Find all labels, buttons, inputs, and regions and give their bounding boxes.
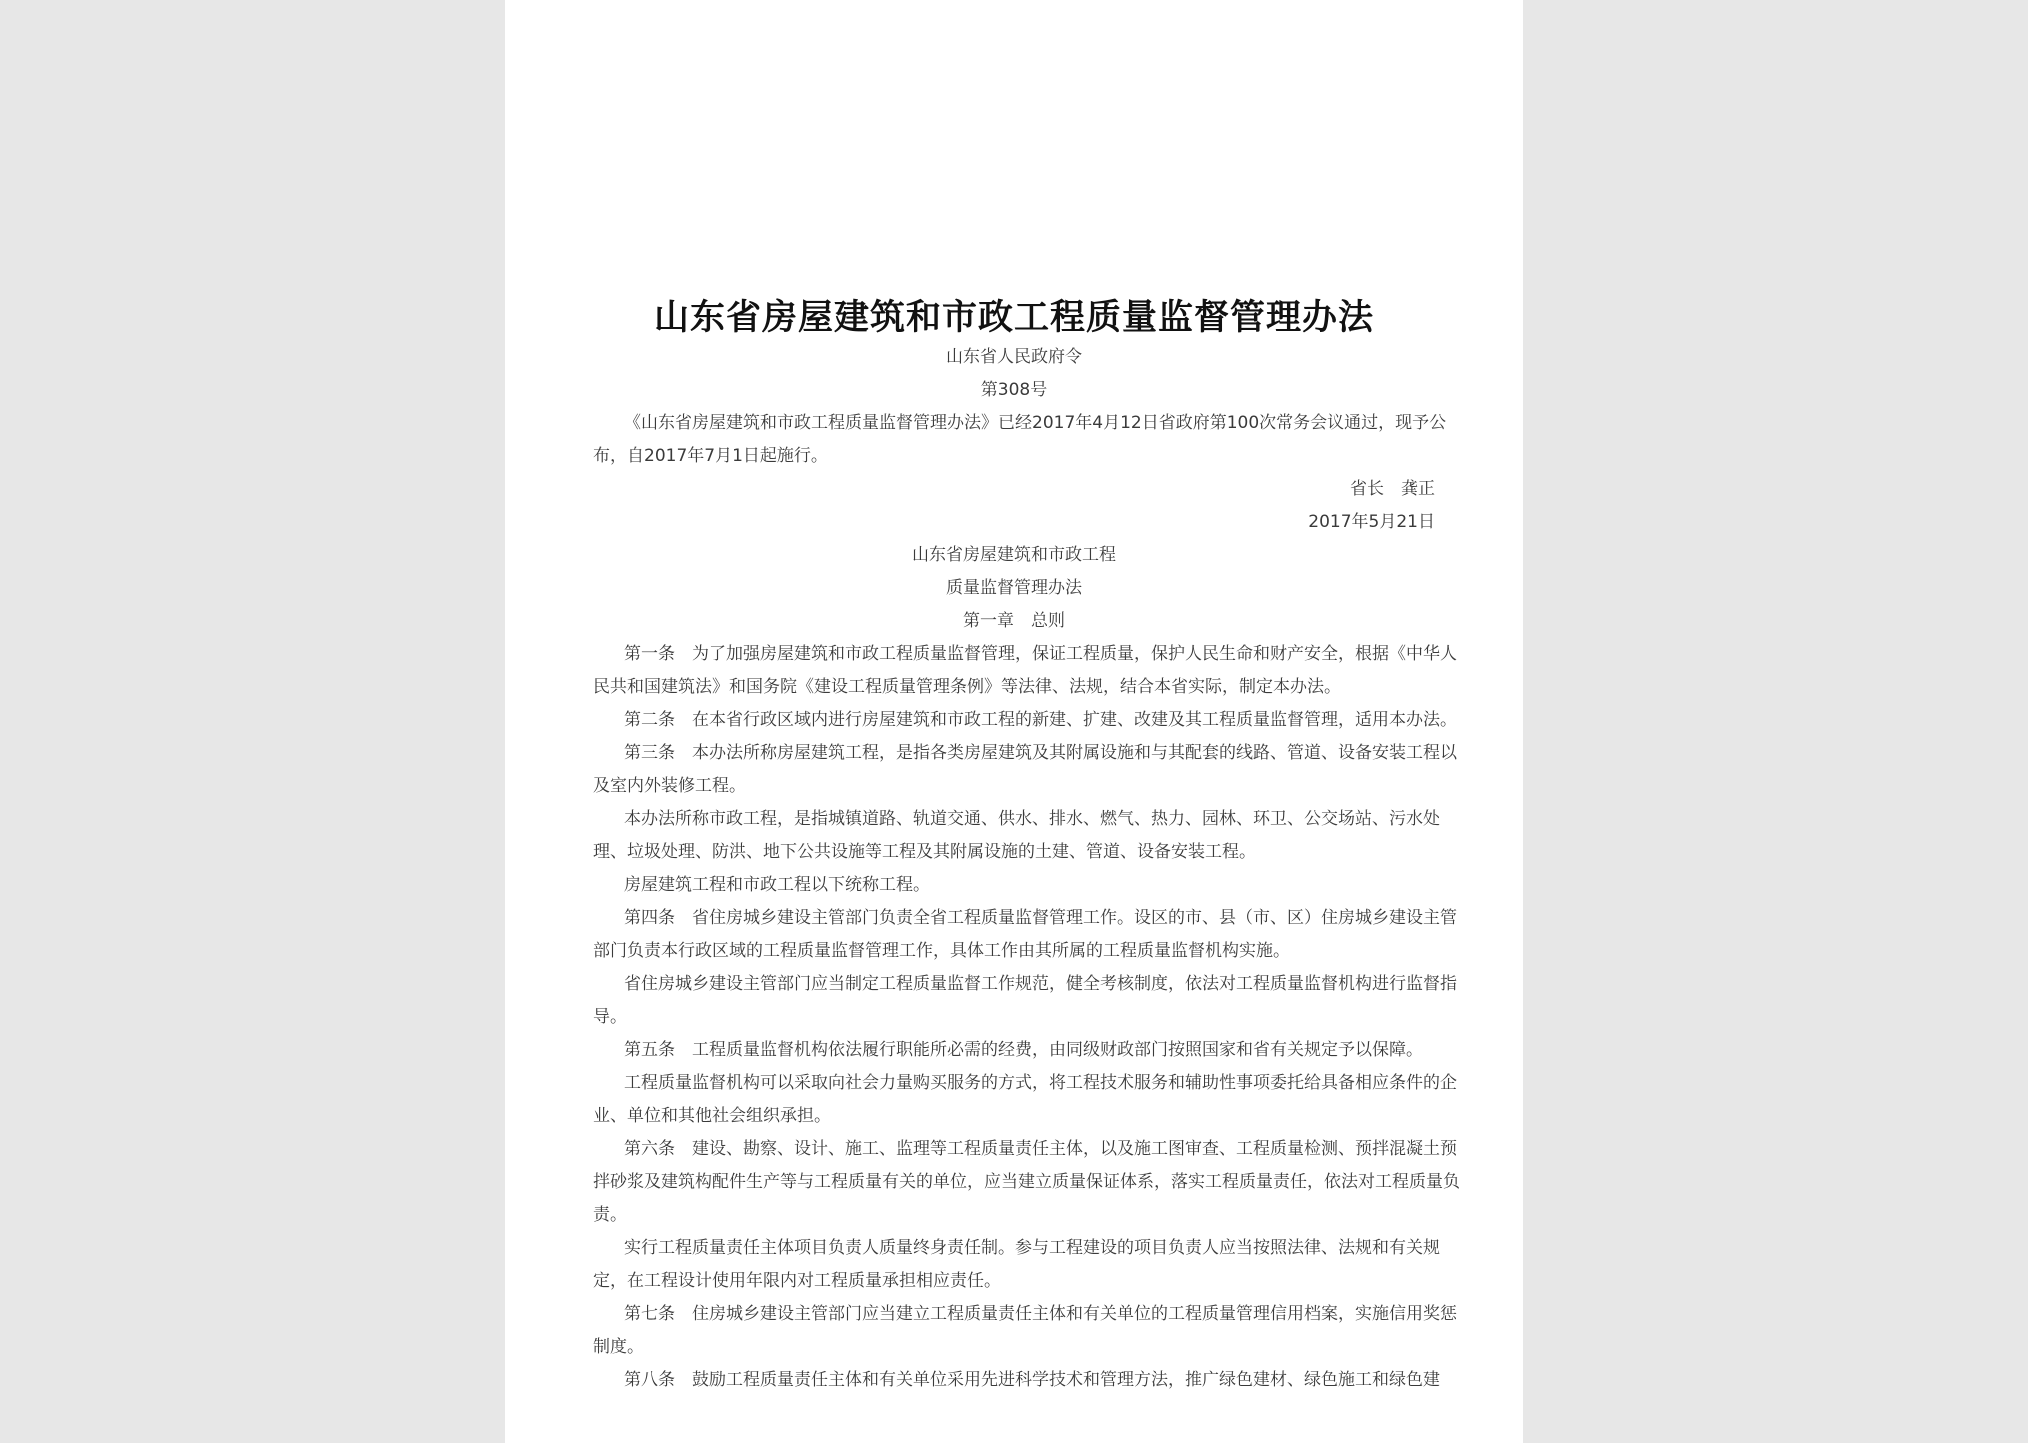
promulgation-line: 《山东省房屋建筑和市政工程质量监督管理办法》已经2017年4月12日省政府第100次常务会议通过，现予公 (624, 413, 1447, 433)
document-title: 山东省房屋建筑和市政工程质量监督管理办法 (653, 297, 1374, 338)
body-line: 第二条 在本省行政区域内进行房屋建筑和市政工程的新建、扩建、改建及其工程质量监督管理，适用本办法。 (624, 710, 1457, 730)
signatory: 省长 龚正 (1350, 479, 1435, 499)
body-line: 第六条 建设、勘察、设计、施工、监理等工程质量责任主体，以及施工图审查、工程质量检测、预拌混凝土预 (624, 1139, 1457, 1159)
body-line: 本办法所称市政工程，是指城镇道路、轨道交通、供水、排水、燃气、热力、园林、环卫、公交场站、污水处 (624, 809, 1440, 829)
body-line: 实行工程质量责任主体项目负责人质量终身责任制。参与工程建设的项目负责人应当按照法律、法规和有关规 (624, 1238, 1440, 1258)
body-line: 导。 (593, 1007, 627, 1027)
body-line: 业、单位和其他社会组织承担。 (593, 1106, 831, 1126)
body-line: 部门负责本行政区域的工程质量监督管理工作，具体工作由其所属的工程质量监督机构实施。 (593, 941, 1290, 961)
body-line: 第五条 工程质量监督机构依法履行职能所必需的经费，由同级财政部门按照国家和省有关规定予以保障。 (624, 1040, 1423, 1060)
body-line: 理、垃圾处理、防洪、地下公共设施等工程及其附属设施的土建、管道、设备安装工程。 (593, 842, 1256, 862)
body-line: 工程质量监督机构可以采取向社会力量购买服务的方式，将工程技术服务和辅助性事项委托给具备相应条件的企 (624, 1073, 1457, 1093)
signing-date: 2017年5月21日 (1308, 512, 1435, 532)
body-line: 及室内外装修工程。 (593, 776, 746, 796)
body-line: 拌砂浆及建筑构配件生产等与工程质量有关的单位，应当建立质量保证体系，落实工程质量责任，依法对工程质量负 (593, 1172, 1460, 1192)
body-line: 第四条 省住房城乡建设主管部门负责全省工程质量监督管理工作。设区的市、县（市、区）住房城乡建设主管 (624, 908, 1457, 928)
issuer-line: 山东省人民政府令 (946, 347, 1082, 367)
order-number: 第308号 (980, 380, 1048, 400)
document-page (505, 0, 1523, 1443)
body-line: 责。 (593, 1205, 627, 1225)
body-line: 房屋建筑工程和市政工程以下统称工程。 (624, 875, 930, 895)
promulgation-line: 布，自2017年7月1日起施行。 (593, 446, 828, 466)
body-line: 制度。 (593, 1337, 644, 1357)
regulation-subtitle: 质量监督管理办法 (946, 578, 1082, 598)
chapter-heading: 第一章 总则 (963, 611, 1065, 631)
body-line: 民共和国建筑法》和国务院《建设工程质量管理条例》等法律、法规，结合本省实际，制定本办法。 (593, 677, 1341, 697)
body-line: 定，在工程设计使用年限内对工程质量承担相应责任。 (593, 1271, 1001, 1291)
body-line: 第八条 鼓励工程质量责任主体和有关单位采用先进科学技术和管理方法，推广绿色建材、绿色施工和绿色建 (624, 1370, 1440, 1390)
body-line: 省住房城乡建设主管部门应当制定工程质量监督工作规范，健全考核制度，依法对工程质量监督机构进行监督指 (624, 974, 1457, 994)
body-line: 第三条 本办法所称房屋建筑工程，是指各类房屋建筑及其附属设施和与其配套的线路、管道、设备安装工程以 (624, 743, 1457, 763)
body-line: 第一条 为了加强房屋建筑和市政工程质量监督管理，保证工程质量，保护人民生命和财产安全，根据《中华人 (624, 644, 1457, 664)
regulation-subtitle: 山东省房屋建筑和市政工程 (912, 545, 1116, 565)
body-line: 第七条 住房城乡建设主管部门应当建立工程质量责任主体和有关单位的工程质量管理信用档案，实施信用奖惩 (624, 1304, 1457, 1324)
